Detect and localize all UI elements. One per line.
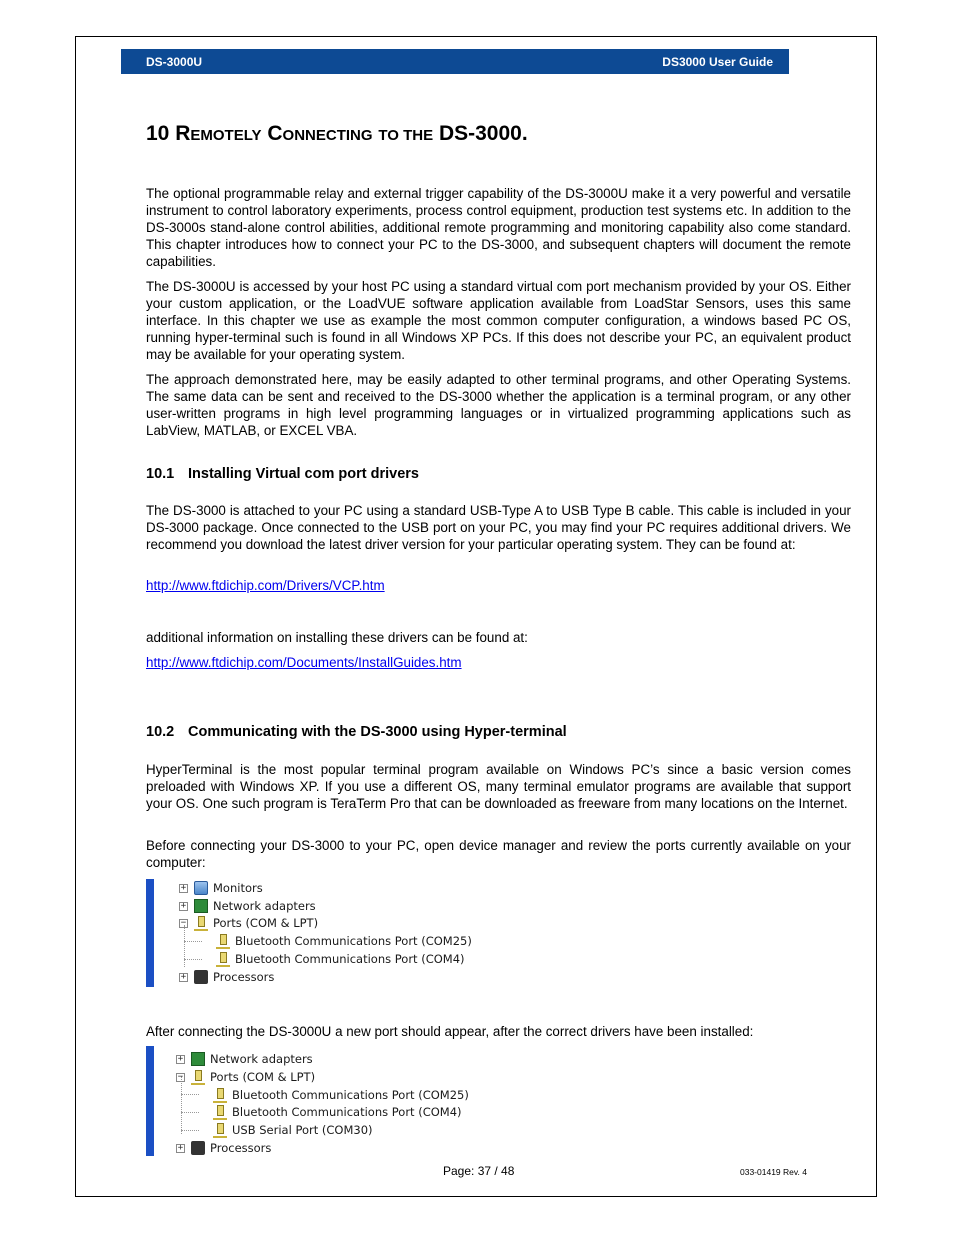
- tree-item-network[interactable]: + Network adapters: [177, 1052, 313, 1066]
- expand-icon[interactable]: +: [180, 900, 187, 911]
- expand-icon[interactable]: +: [177, 1053, 184, 1064]
- header-bar: [121, 49, 789, 74]
- tree-item-ports[interactable]: − Ports (COM & LPT): [177, 1070, 316, 1084]
- paragraph-after: After connecting the DS-3000U a new port should appear, after the correct drivers have been installed:: [146, 1024, 754, 1039]
- header-right: DS3000 User Guide: [662, 54, 773, 69]
- link-vcp-drivers[interactable]: http://www.ftdichip.com/Drivers/VCP.htm: [146, 578, 385, 593]
- paragraph-usb: The DS-3000 is attached to your PC using a standard USB-Type A to USB Type B cable. This cable is included in your DS-3000 package. Once connected to the USB port on your PC, you may find your PC requires additional drivers. We recommend you download the latest driver version for your particular operating system. They can be found at:: [146, 503, 851, 552]
- device-manager-after: [146, 1046, 469, 1156]
- tree-item-com30[interactable]: USB Serial Port (COM30): [213, 1122, 373, 1138]
- paragraph-approach: The approach demonstrated here, may be easily adapted to other terminal programs, and other Operating Systems. The same data can be sent and received to the DS-3000 whether the application is a terminal program, or any other user-written programs in high level programming languages or in virtualized programming applications such as LabView, MATLAB, or EXCEL VBA.: [146, 372, 851, 438]
- tree-item-com25[interactable]: Bluetooth Communications Port (COM25): [213, 1087, 469, 1103]
- paragraph-additional: additional information on installing these drivers can be found at:: [146, 630, 528, 645]
- tree-item-com4[interactable]: Bluetooth Communications Port (COM4): [216, 951, 465, 967]
- paragraph-access: The DS-3000U is accessed by your host PC using a standard virtual com port mechanism provided by your OS. Either your custom application, or the LoadVUE software application available from LoadStar Sensors, uses this same interface. In this chapter we use as example the most common computer configuration, a windows based PC OS, running hyper-terminal such is found in all Windows XP PCs. If this does not describe your PC, an equivalent product may be available for your operating system.: [146, 279, 851, 362]
- tree-item-ports[interactable]: − Ports (COM & LPT): [180, 916, 319, 930]
- tree-item-processors[interactable]: + Processors: [180, 970, 275, 984]
- network-adapter-icon: [194, 899, 208, 913]
- expand-icon[interactable]: +: [180, 882, 187, 893]
- link-install-guides[interactable]: http://www.ftdichip.com/Documents/InstallGuides.htm: [146, 655, 462, 670]
- tree-edge: [146, 879, 154, 987]
- device-manager-before: [146, 879, 472, 987]
- port-icon: [194, 915, 208, 931]
- section-heading-10-2: 10.2 Communicating with the DS-3000 using Hyper-terminal: [146, 724, 567, 740]
- page-number: Page: 37 / 48: [443, 1164, 515, 1178]
- tree-item-com4[interactable]: Bluetooth Communications Port (COM4): [213, 1104, 462, 1120]
- chapter-title: 10 REMOTELY CONNECTING TO THE DS-3000.: [146, 122, 528, 145]
- header-left: DS-3000U: [146, 54, 203, 69]
- paragraph-intro: The optional programmable relay and external trigger capability of the DS-3000U make it a very powerful and versatile instrument to control laboratory experiments, process control equipment, production test systems etc. In addition to the DS-3000s stand-alone control abilities, additional remote programming and monitoring capability also come standard. This chapter introduces how to connect your PC to the DS-3000, and subsequent chapters will document the remote capabilities.: [146, 186, 851, 269]
- tree-edge: [146, 1046, 154, 1156]
- network-adapter-icon: [191, 1052, 205, 1066]
- port-icon: [213, 1104, 227, 1120]
- paragraph-before: Before connecting your DS-3000 to your PC, open device manager and review the ports currently available on your computer:: [146, 838, 851, 870]
- port-icon: [216, 933, 230, 949]
- port-icon: [213, 1122, 227, 1138]
- port-icon: [213, 1087, 227, 1103]
- expand-icon[interactable]: +: [177, 1142, 184, 1153]
- tree-item-network[interactable]: + Network adapters: [180, 899, 316, 913]
- port-icon: [216, 951, 230, 967]
- collapse-icon[interactable]: −: [180, 917, 187, 928]
- collapse-icon[interactable]: −: [177, 1071, 184, 1082]
- processor-icon: [191, 1141, 205, 1155]
- tree-item-com25[interactable]: Bluetooth Communications Port (COM25): [216, 933, 472, 949]
- section-heading-10-1: 10.1 Installing Virtual com port drivers: [146, 466, 419, 482]
- processor-icon: [194, 970, 208, 984]
- paragraph-hyperterminal: HyperTerminal is the most popular terminal program available on Windows PC’s since a basic version comes preloaded with Windows XP. If you use a different OS, many terminal emulator programs are available that support your OS. One such program is TeraTerm Pro that can be downloaded as freeware from many locations on the Internet.: [146, 762, 851, 811]
- monitor-icon: [194, 881, 208, 895]
- tree-item-monitors[interactable]: + Monitors: [180, 881, 263, 895]
- tree-item-processors[interactable]: + Processors: [177, 1141, 272, 1155]
- port-icon: [191, 1069, 205, 1085]
- expand-icon[interactable]: +: [180, 971, 187, 982]
- document-revision: 033-01419 Rev. 4: [740, 1167, 807, 1177]
